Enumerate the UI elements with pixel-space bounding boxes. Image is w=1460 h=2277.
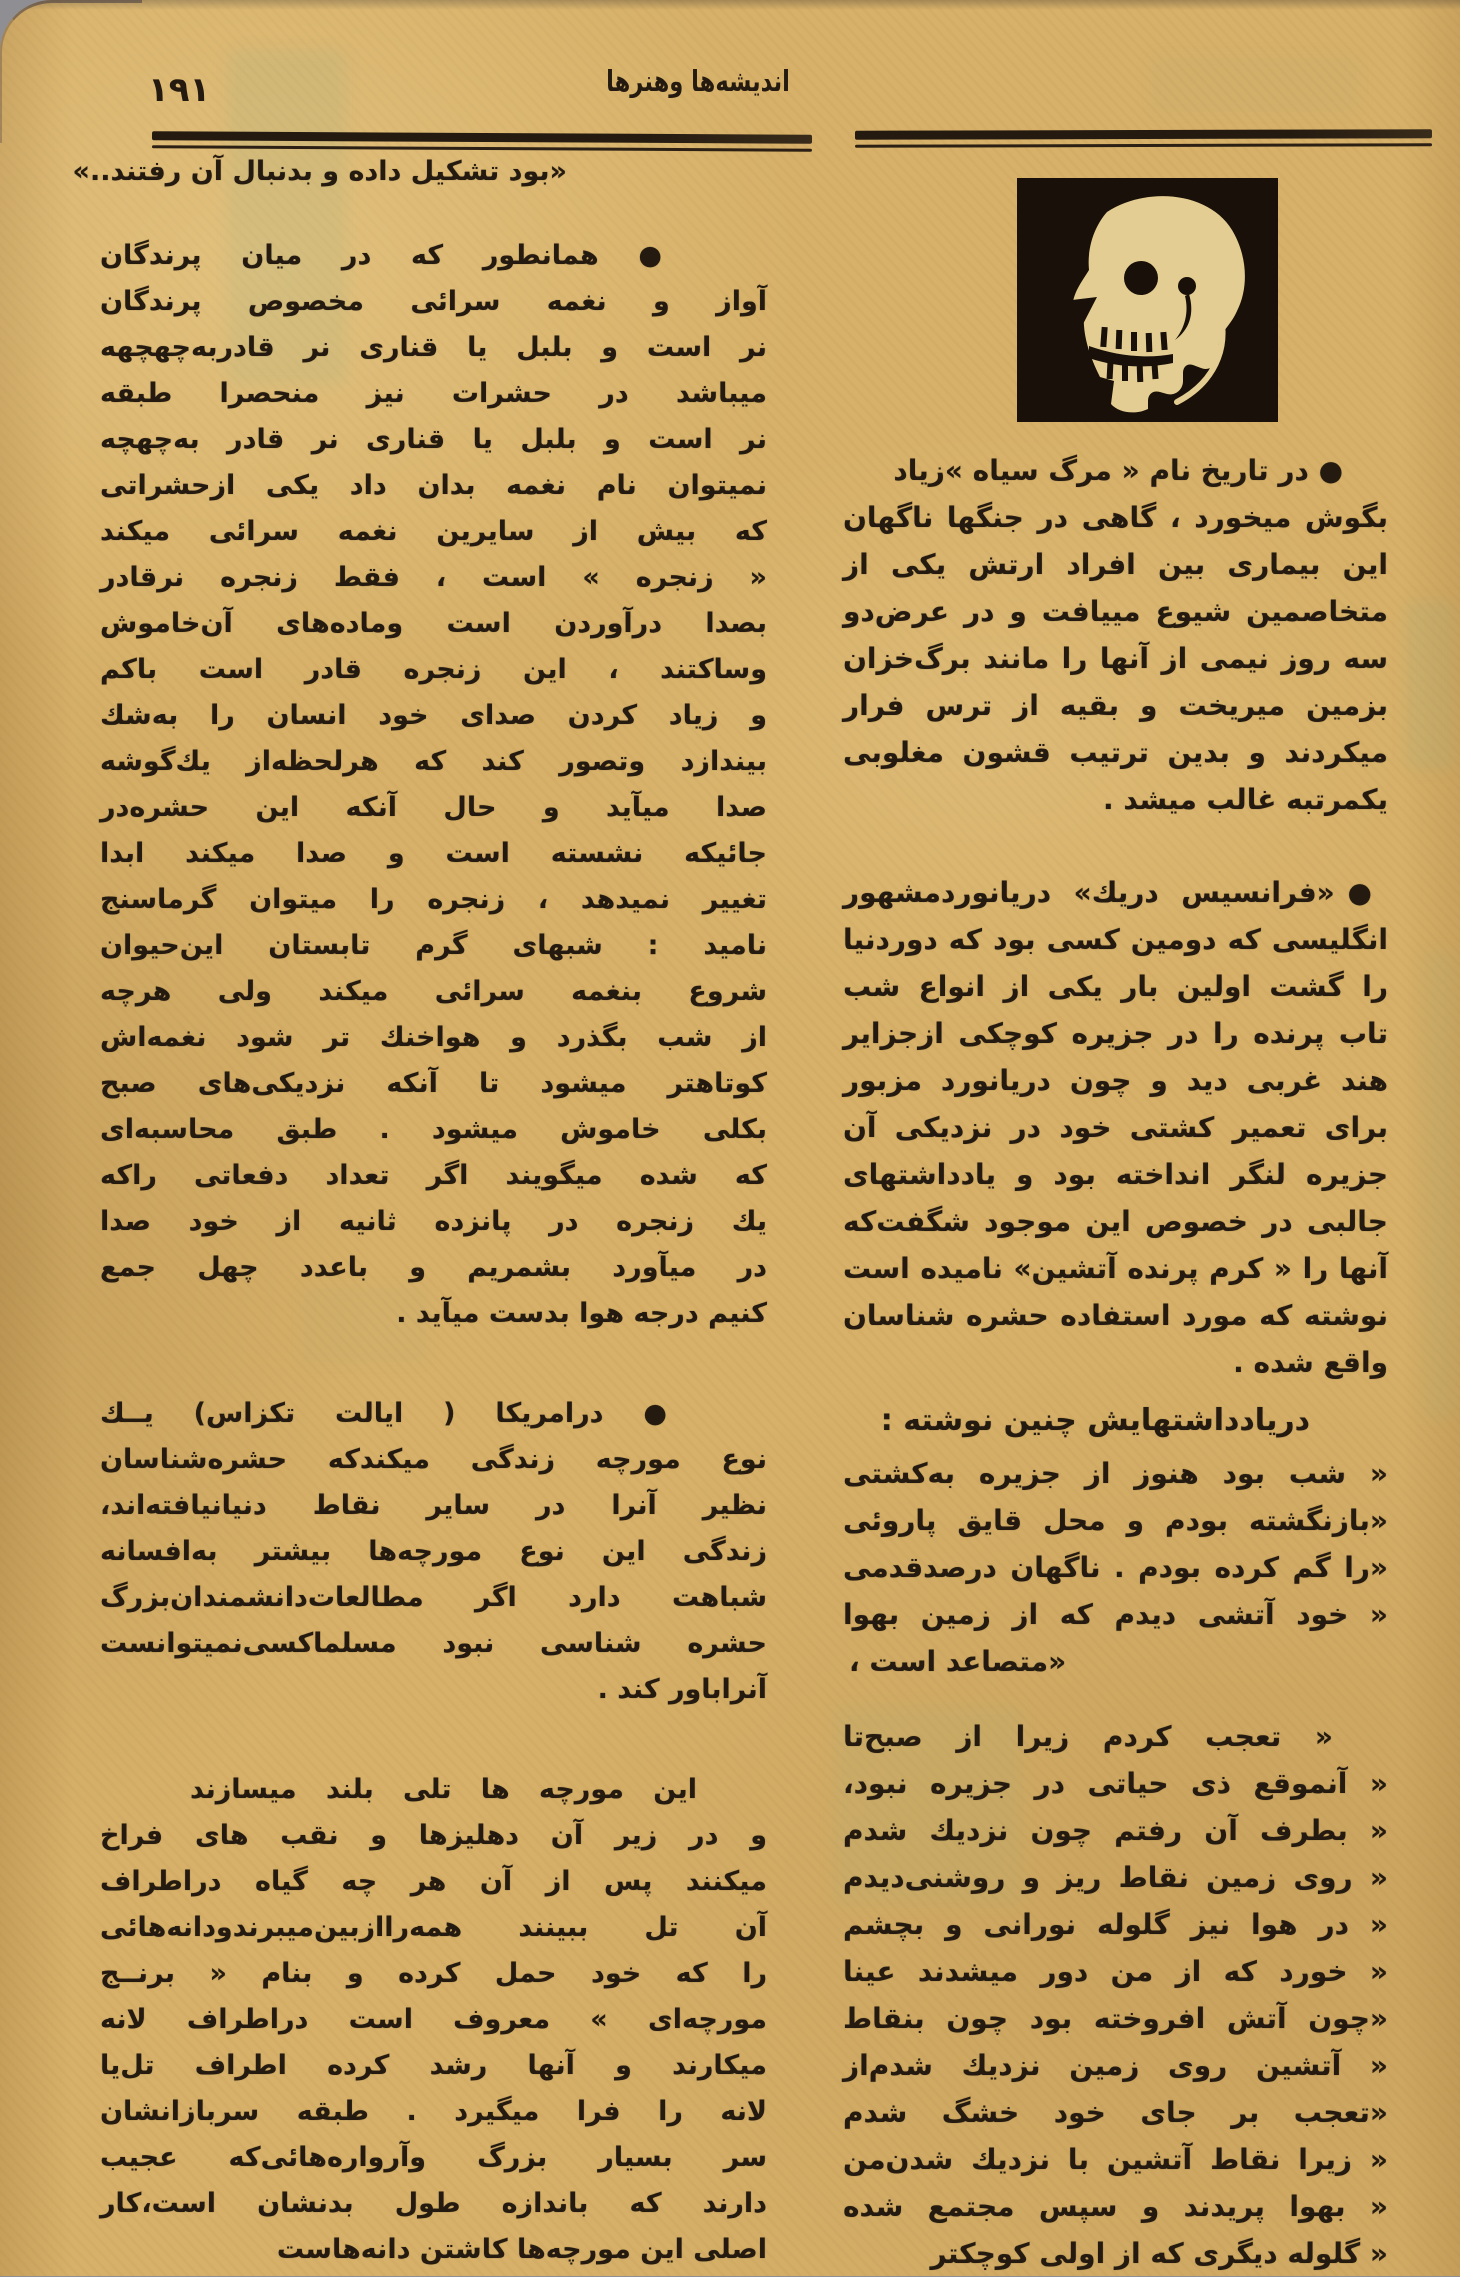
page-title: اندیشه‌ها وهنرها <box>606 64 790 98</box>
text-line: «بود تشکیل داده و بدنبال آن رفتند..» <box>72 156 567 187</box>
text-line: سر بسیار بزرگ وآرواره‌هائی‌که عجیب <box>100 2142 767 2173</box>
text-line: زندگی این نوع مورچه‌ها بیشتر به‌افسانه <box>100 1536 767 1567</box>
show-through-stain <box>1404 600 1454 770</box>
text-line: تاب پرنده را در جزیره کوچکی ازجزایر <box>843 1017 1388 1050</box>
text-line: بگوش میخورد ، گاهی در جنگها ناگهان <box>843 501 1388 534</box>
text-line: جائیکه نشسته است و صدا میکند ابدا <box>100 838 767 869</box>
text-line: نوشته که مورد استفاده حشره شناسان <box>843 1299 1388 1332</box>
text-line: « تعجب کردم زیرا از صبح‌تا <box>843 1720 1333 1753</box>
text-line: تغییر نمیدهد ، زنجره را میتوان گرماسنج <box>100 884 767 915</box>
text-line: جالبی در خصوص این موجود شگفت‌که <box>843 1205 1388 1238</box>
text-line: « خورد که از من دور میشدند عینا <box>843 1955 1388 1988</box>
paragraph <box>843 869 1388 1386</box>
text-line: شباهت دارد اگر مطالعات‌دانشمندان‌بزرگ <box>100 1582 767 1613</box>
text-line: سه روز نیمی از آنها را مانند برگ‌خزان <box>843 642 1388 675</box>
text-line: در میآورد بشمریم و باعدد چهل جمع <box>100 1252 767 1283</box>
text-line: دریادداشتهایش چنین نوشته : <box>880 1403 1310 1438</box>
skull-illustration <box>1017 178 1278 422</box>
text-line: آنراباور کند . <box>597 1674 767 1705</box>
text-line: دارند که باندازه طول بدنشان است،کار <box>100 2188 767 2219</box>
text-line: شروع بنغمه سرائی میکند ولی هرچه <box>100 976 767 1007</box>
text-line: نوع مورچه زندگی میکندکه حشره‌شناسان <box>100 1444 767 1475</box>
show-through-stain <box>1150 55 1360 115</box>
text-line: را گشت اولین بار یکی از انواع شب <box>843 970 1388 1003</box>
text-line: بصدا درآوردن است وماده‌های آن‌خاموش <box>100 608 767 639</box>
paragraph <box>843 1713 1388 2277</box>
text-line: بکلی خاموش میشود . طبق محاسبه‌ای <box>100 1114 767 1145</box>
text-line: صدا میآید و حال آنکه این حشره‌در <box>100 792 767 823</box>
show-through-stain <box>1422 950 1458 1420</box>
text-line: که بیش از سایرین نغمه سرائی میکند <box>100 516 767 547</box>
text-line: که شده میگویند اگر تعداد دفعاتی راکه <box>100 1160 767 1191</box>
text-line: این مورچه ها تلی بلند میسازند <box>190 1774 697 1805</box>
text-line: آواز و نغمه سرائی مخصوص پرندگان <box>100 286 767 317</box>
text-line: « خود آتشی دیدم که از زمین بهوا <box>843 1598 1388 1631</box>
paragraph <box>843 1450 1388 1685</box>
text-line: کوتاهتر میشود تا آنکه نزدیکی‌های صبح <box>100 1068 767 1099</box>
paragraph <box>100 233 767 1337</box>
text-line: « بهوا پریدند و سپس مجتمع شده <box>843 2190 1388 2223</box>
text-line: کنیم درجه هوا بدست میآید . <box>396 1298 767 1329</box>
text-line: و در زیر آن دهلیزها و نقب های فراخ <box>100 1820 767 1851</box>
text-line: نامید : شبهای گرم تابستان این‌حیوان <box>100 930 767 961</box>
text-line: نمیتوان نام نغمه بدان داد یکی ازحشراتی <box>100 470 767 501</box>
text-line: آنها را « کرم پرنده آتشین» نامیده است <box>843 1252 1388 1285</box>
text-line: متخاصمین شیوع مییافت و در عرض‌دو <box>843 595 1388 628</box>
text-line: نر است و بلبل یا قناری نر قادربه‌چهچهه <box>100 332 767 363</box>
text-line: ●«فرانسیس دریك» دریانوردمشهور <box>843 876 1372 909</box>
text-line: « آنموقع ذی حیاتی در جزیره نبود، <box>843 1767 1388 1800</box>
text-line: «بازنگشته بودم و محل قایق پاروئی <box>843 1504 1388 1537</box>
text-line: بزمین میریخت و بقیه از ترس فرار <box>843 689 1388 722</box>
text-line: نظیر آنرا در سایر نقاط دنیانیافته‌اند، <box>100 1490 767 1521</box>
text-line: لانه را فرا میگیرد . طبقه سربازانشان <box>100 2096 767 2127</box>
text-line: وساکتند ، این زنجره قادر است باکم <box>100 654 767 685</box>
text-line: ● همانطور که در میان پرندگان <box>100 240 662 271</box>
text-line: مورچه‌ای » معروف است دراطراف لانه <box>100 2004 767 2035</box>
text-line: و زیاد کردن صدای خود انسان را به‌شك <box>100 700 767 731</box>
text-line: میکردند و بدین ترتیب قشون مغلوبی <box>843 736 1388 769</box>
text-line: واقع شده . <box>1233 1346 1388 1379</box>
text-line: «متصاعد است ، <box>849 1645 1067 1678</box>
text-line: انگلیسی که دومین کسی بود که دوردنیا <box>843 923 1388 956</box>
text-line: « بطرف آن رفتم چون نزدیك شدم <box>843 1814 1388 1847</box>
paragraph <box>72 149 767 195</box>
paragraph <box>843 447 1388 823</box>
text-line: «چون آتش افروخته بود چون بنقاط <box>843 2002 1388 2035</box>
text-line: حشره شناسی نبود مسلماکسی‌نمیتوانست <box>100 1628 767 1659</box>
text-line: « زنجره » است ، فقط زنجره نرقادر <box>100 562 767 593</box>
page-number: ۱۹۱ <box>148 70 211 110</box>
skull-icon <box>1017 178 1278 422</box>
text-line: ● درامریکا ( ایالت تکزاس) یــك <box>100 1398 667 1429</box>
text-line: «تعجب بر جای خود خشگ شدم <box>843 2096 1388 2129</box>
text-line: را که خود حمل کرده و بنام « برنــج <box>100 1958 767 1989</box>
text-line: یکمرتبه غالب میشد . <box>1102 783 1388 816</box>
text-line: بیندازد وتصور کند که هرلحظه‌از یك‌گوشه <box>100 746 767 777</box>
text-line: جزیره لنگر انداخته بود و یادداشتهای <box>843 1158 1388 1191</box>
text-line: « گلوله دیگری که از اولی کوچکتر <box>930 2237 1388 2270</box>
left-column <box>72 149 767 2273</box>
text-line: اصلی این مورچه‌ها کاشتن دانه‌هاست <box>276 2234 767 2265</box>
text-line: برای تعمیر کشتی خود در نزدیکی آن <box>843 1111 1388 1144</box>
text-line: « شب بود هنوز از جزیره به‌کشتی <box>843 1457 1388 1490</box>
text-line: نر است و بلبل یا قناری نر قادر به‌چهچه <box>100 424 767 455</box>
text-line: « آتشین روی زمین نزدیك شدم‌از <box>843 2049 1388 2082</box>
right-column <box>843 447 1388 2277</box>
header-rule-right <box>855 129 1432 148</box>
text-line: میباشد در حشرات نیز منحصرا طبقه <box>100 378 767 409</box>
text-line: این بیماری بین افراد ارتش یکی از <box>843 548 1388 581</box>
paragraph <box>100 1391 767 1713</box>
text-line: میکنند پس از آن هر چه گیاه دراطراف <box>100 1866 767 1897</box>
text-line: ● در تاریخ نام « مرگ سیاه »زیاد <box>893 454 1343 487</box>
text-line: یك زنجره در پانزده ثانیه از خود صدا <box>100 1206 767 1237</box>
text-line: « روی زمین نقاط ریز و روشنی‌دیدم <box>843 1861 1388 1894</box>
text-line: «را گم کرده بودم . ناگهان درصدقدمی <box>843 1551 1388 1584</box>
section-heading <box>843 1396 1388 1446</box>
paragraph <box>100 1767 767 2273</box>
text-line: « زیرا نقاط آتشین با نزدیك شدن‌من <box>843 2143 1388 2176</box>
text-line: میکارند و آنها رشد کرده اطراف تل‌یا <box>100 2050 767 2081</box>
text-line: آن تل ببینند همه‌راازبین‌میبرندودانه‌هائی <box>100 1912 767 1943</box>
text-line: « در هوا نیز گلوله نورانی و بچشم <box>843 1908 1388 1941</box>
text-line: از شب بگذرد و هواخنك تر شود نغمه‌اش <box>100 1022 767 1053</box>
text-line: هند غربی دید و چون دریانورد مزبور <box>843 1064 1388 1097</box>
